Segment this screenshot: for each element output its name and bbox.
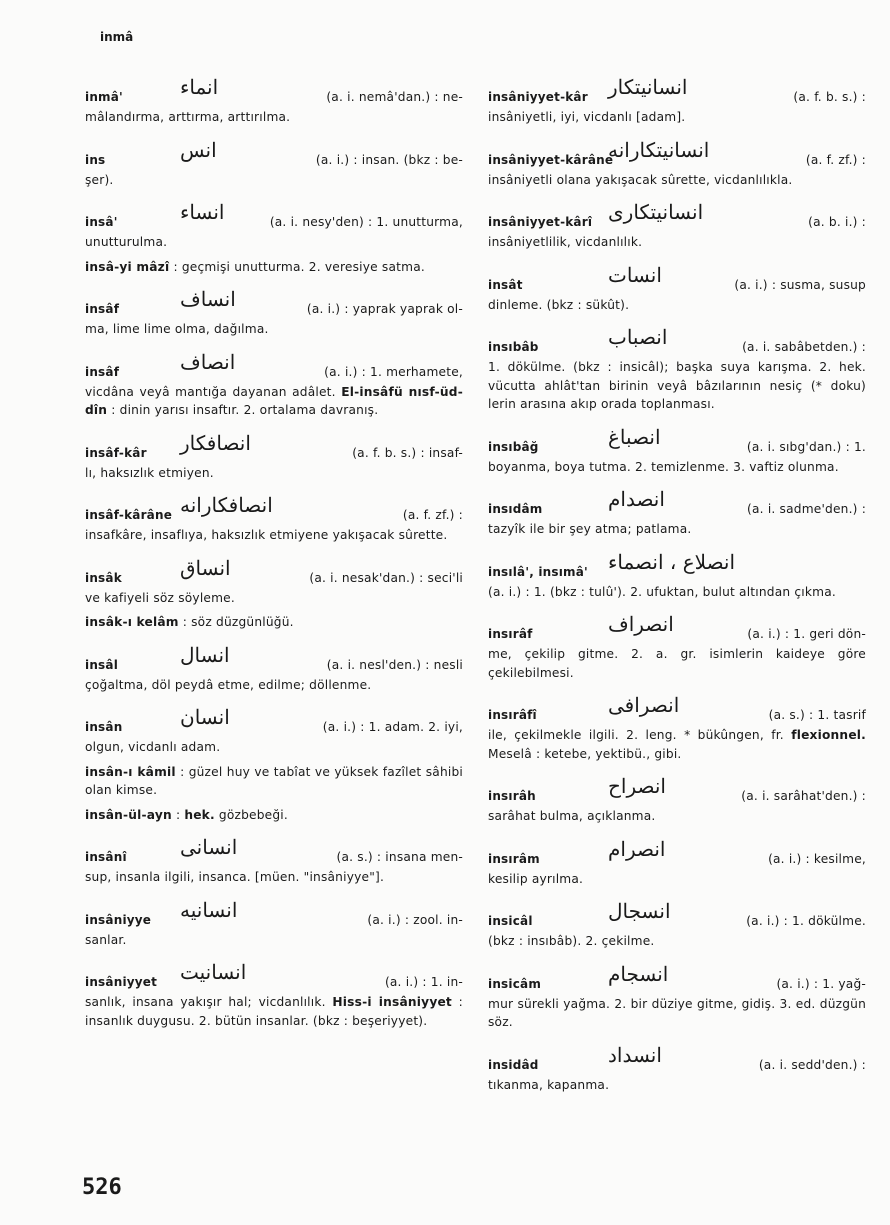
definition-text: boyanma, boya tutma. 2. temizlenme. 3. vaftiz olunma. xyxy=(488,459,839,474)
arabic-script: انسانيه xyxy=(180,897,238,922)
headword: insidâd xyxy=(488,1057,539,1072)
dictionary-entry xyxy=(85,960,463,1030)
entry-header xyxy=(488,612,866,645)
definition-text: vicdâna veyâ mantığa dayanan adâlet. El-insâfü nısf-üd-dîn : dinin yarısı insaftır. 2. ortalama davranış. xyxy=(85,384,463,417)
headword: insâf xyxy=(85,364,120,379)
grammar-note: (a. i. nemâ'dan.) : ne- xyxy=(326,90,463,104)
grammar-note: (a. i.) : 1. merhamete, xyxy=(324,364,463,379)
definition-text: olgun, vicdanlı adam. xyxy=(85,740,221,754)
dictionary-entry xyxy=(488,75,866,127)
grammar-note: (a. i.) : 1. in- xyxy=(384,975,463,989)
dictionary-entry xyxy=(85,897,463,950)
headword: insât xyxy=(488,277,523,292)
definition-text: dinleme. (bkz : sükût). xyxy=(488,297,630,312)
entry-header xyxy=(488,424,866,458)
arabic-script: انساق xyxy=(180,555,231,580)
definition-text: sanlar. xyxy=(85,932,127,947)
definition-text: çoğaltma, döl peydâ etme, edilme; döllenme. xyxy=(85,677,372,692)
sub-headword: insân-ül-ayn xyxy=(85,807,172,822)
dictionary-entry xyxy=(488,693,866,763)
grammar-note: (a. i.) : 1. yağ- xyxy=(776,976,866,991)
bold-phrase: El-insâfü nısf-üd-dîn xyxy=(85,384,463,417)
definition-text: insâniyetli, iyi, vicdanlı [adam]. xyxy=(488,110,686,124)
sub-entry: insân-ül-ayn : hek. gözbebeği. xyxy=(85,807,288,822)
headword: insâf-kâr xyxy=(85,445,147,460)
bold-phrase: flexionnel. xyxy=(791,728,866,742)
entry-header xyxy=(85,642,463,676)
headword: insıdâm xyxy=(488,502,543,516)
arabic-script: انسانيت xyxy=(180,960,247,984)
arabic-script: انسجال xyxy=(608,899,671,923)
definition-text: sup, insanla ilgili, insanca. [müen. "insâniyye"]. xyxy=(85,870,385,884)
headword: insâl xyxy=(85,657,119,672)
definition-text: insâniyetli olana yakışacak sûrette, vicdanlılıkla. xyxy=(488,172,793,187)
headword: insırâh xyxy=(488,789,536,803)
dictionary-entry xyxy=(85,642,463,695)
arabic-script: انسجام xyxy=(608,961,669,986)
arabic-script: انماء xyxy=(180,75,219,99)
dictionary-entry xyxy=(85,806,463,825)
grammar-note: (a. i. sedd'den.) : xyxy=(758,1057,866,1072)
grammar-note: (a. f. zf.) : xyxy=(805,152,866,167)
headword: insıbâğ xyxy=(488,439,539,454)
right-column xyxy=(488,75,866,1094)
arabic-script: انصباب xyxy=(608,325,668,349)
headword: insicâl xyxy=(488,914,533,928)
entry-header xyxy=(85,960,463,993)
dictionary-entry xyxy=(488,961,866,1032)
arabic-script: انصافكار xyxy=(180,430,251,455)
dictionary-entry xyxy=(85,705,463,757)
entry-header xyxy=(488,836,866,870)
headword: insâniyye xyxy=(85,912,152,927)
dictionary-entry xyxy=(85,200,463,252)
dictionary-entry xyxy=(85,349,463,420)
entry-header xyxy=(85,349,463,383)
grammar-note: (a. i. sarâhat'den.) : xyxy=(741,789,866,803)
dictionary-entry xyxy=(85,493,463,545)
arabic-script: انس xyxy=(180,137,217,162)
grammar-note: (a. i. sabâbetden.) : xyxy=(742,340,866,354)
grammar-note: (a. f. zf.) : xyxy=(402,508,463,522)
dictionary-entry xyxy=(488,424,866,477)
entry-header xyxy=(85,835,463,868)
dictionary-entry xyxy=(85,287,463,339)
definition-text: ve kafiyeli söz söyleme. xyxy=(85,590,235,605)
definition-text: lı, haksızlık etmiyen. xyxy=(85,465,214,480)
definition-text: unutturulma. xyxy=(85,235,168,249)
entry-header xyxy=(85,75,463,108)
grammar-note: (a. i. sıbg'dan.) : 1. xyxy=(746,439,866,454)
headword: insırâfî xyxy=(488,708,537,722)
entry-header xyxy=(85,430,463,464)
dictionary-entry xyxy=(488,549,866,602)
grammar-note: (a. i. nesak'dan.) : seci'li xyxy=(309,570,463,585)
sub-entry xyxy=(85,613,463,632)
definition-text: sarâhat bulma, açıklanma. xyxy=(488,809,656,823)
headword: insâk xyxy=(85,570,122,585)
grammar-note: (a. i.) : kesilme, xyxy=(768,851,866,866)
sub-definition: gözbebeği. xyxy=(218,807,288,822)
headword: insırâm xyxy=(488,851,540,866)
entry-header xyxy=(85,555,463,589)
definition-text: (bkz : insıbâb). 2. çekilme. xyxy=(488,934,655,948)
sub-definition: : geçmişi unutturma. 2. veresiye satma. xyxy=(173,259,425,274)
arabic-script: انسانيتكارانه xyxy=(608,137,710,162)
entry-header xyxy=(488,549,866,583)
entry-header xyxy=(85,137,463,171)
definition-text: tıkanma, kapanma. xyxy=(488,1077,610,1092)
dictionary-entry xyxy=(85,258,463,277)
dictionary-entry xyxy=(488,612,866,682)
dictionary-entry xyxy=(85,835,463,887)
definition-text: mur sürekli yağma. 2. bir düziye gitme, gidiş. 3. ed. düzgün söz. xyxy=(488,996,866,1029)
entry-header xyxy=(488,487,866,520)
headword: insılâ', insımâ' xyxy=(488,564,588,579)
headword: insâf xyxy=(85,302,120,316)
field-label: hek. xyxy=(184,807,215,822)
sub-entry xyxy=(85,763,463,800)
headword: insâniyyet xyxy=(85,975,158,989)
entry-header xyxy=(488,774,866,807)
definition-text: sanlık, insana yakışır hal; vicdanlılık. Hiss-i insâniyyet : insanlık duygusu. 2. bütün insanlar. (bkz : beşeriyyet). xyxy=(85,995,463,1028)
bold-phrase: Hiss-i insâniyyet xyxy=(332,995,452,1009)
grammar-note: (a. i.) : zool. in- xyxy=(367,912,463,927)
left-column xyxy=(85,75,463,1030)
grammar-note: (a. i. sadme'den.) : xyxy=(747,502,866,516)
entry-header xyxy=(85,287,463,320)
entry-header xyxy=(85,493,463,526)
grammar-note: (a. i. nesy'den) : 1. unutturma, xyxy=(269,215,463,229)
arabic-script: انساء xyxy=(180,200,225,224)
entry-header xyxy=(488,1042,866,1076)
entry-header xyxy=(488,961,866,995)
definition-text: me, çekilip gitme. 2. a. gr. isimlerin kaideye göre çekilebilmesi. xyxy=(488,647,866,680)
definition-text: insafkâre, insaflıya, haksızlık etmiyene yakışacak sûrette. xyxy=(85,528,448,542)
dictionary-entry xyxy=(488,200,866,252)
entry-header xyxy=(488,262,866,296)
headword: insân xyxy=(85,720,123,734)
dictionary-entry xyxy=(85,137,463,190)
definition-text: mâlandırma, arttırma, arttırılma. xyxy=(85,110,291,124)
grammar-note: (a. b. i.) : xyxy=(808,215,866,229)
dictionary-entry xyxy=(488,1042,866,1095)
definition-text: kesilip ayrılma. xyxy=(488,871,584,886)
arabic-script: انصرافى xyxy=(608,693,680,717)
entry-header xyxy=(85,200,463,233)
grammar-note: (a. i.) : insan. (bkz : be- xyxy=(315,152,463,167)
arabic-script: انسانيتكار xyxy=(608,75,688,99)
entry-header xyxy=(488,137,866,171)
headword: inmâ' xyxy=(85,90,123,104)
dictionary-entry xyxy=(488,836,866,889)
headword: insâniyyet-kârî xyxy=(488,215,593,229)
grammar-note: (a. s.) : insana men- xyxy=(336,850,463,864)
headword: insâf-kârâne xyxy=(85,508,173,522)
grammar-note: (a. i. nesl'den.) : nesli xyxy=(326,657,463,672)
grammar-note: (a. i.) : 1. geri dön- xyxy=(747,627,866,641)
entry-header xyxy=(488,325,866,358)
arabic-script: انصباغ xyxy=(608,424,661,449)
dictionary-entry xyxy=(488,487,866,539)
headword: insâ' xyxy=(85,215,118,229)
entry-header xyxy=(85,897,463,931)
sub-definition: : söz düzgünlüğü. xyxy=(182,615,294,629)
dictionary-entry xyxy=(85,75,463,127)
definition-text: insâniyetlilik, vicdanlılık. xyxy=(488,235,643,249)
arabic-script: انصراح xyxy=(608,774,666,798)
arabic-script: انصدام xyxy=(608,487,665,511)
dictionary-entry xyxy=(488,325,866,414)
entry-header xyxy=(488,899,866,932)
definition-text: (a. i.) : 1. (bkz : tulû'). 2. ufuktan, bulut altından çıkma. xyxy=(488,584,836,599)
headword: insâniyyet-kâr xyxy=(488,90,588,104)
entry-header xyxy=(488,693,866,726)
page-number: 526 xyxy=(82,1175,122,1200)
dictionary-entry xyxy=(85,430,463,483)
headword: insâniyyet-kârâne xyxy=(488,152,614,167)
grammar-note: (a. s.) : 1. tasrif xyxy=(768,708,866,722)
sub-headword: insâk-ı kelâm xyxy=(85,615,179,629)
dictionary-entry xyxy=(488,774,866,826)
arabic-script: انصاف xyxy=(180,349,236,374)
running-head: inmâ xyxy=(100,30,134,44)
entry-header xyxy=(85,705,463,738)
definition-text: ile, çekilmekle ilgili. 2. leng. * bükûngen, fr. flexionnel. Meselâ : ketebe, yektibü., gibi. xyxy=(488,728,866,761)
arabic-script: انسال xyxy=(180,642,230,667)
grammar-note: (a. f. b. s.) : insaf- xyxy=(352,445,463,460)
sub-entry xyxy=(85,258,463,277)
arabic-script: انصرام xyxy=(608,836,666,861)
entry-header xyxy=(488,75,866,108)
headword: insânî xyxy=(85,850,127,864)
entry-header xyxy=(488,200,866,233)
definition-text: 1. dökülme. (bkz : insicâl); başka suya karışma. 2. hek. vücutta ahlât'tan birinin veyâ bâzılarının nesiç (* doku) lerin arasına akıp orada toplanması. xyxy=(488,360,866,411)
dictionary-entry xyxy=(85,555,463,608)
arabic-script: انسداد xyxy=(608,1042,662,1067)
arabic-script: انساف xyxy=(180,287,236,311)
definition-text: tazyîk ile bir şey atma; patlama. xyxy=(488,522,692,536)
sub-headword: insâ-yi mâzî xyxy=(85,259,170,274)
grammar-note: (a. i.) : 1. dökülme. xyxy=(746,914,866,928)
sub-definition: : güzel huy ve tabîat ve yüksek fazîlet sâhibi olan kimse. xyxy=(85,764,463,797)
headword: insicâm xyxy=(488,976,542,991)
grammar-note: (a. i.) : 1. adam. 2. iyi, xyxy=(322,720,463,734)
arabic-script: انسات xyxy=(608,262,662,287)
grammar-note: (a. i.) : susma, susup xyxy=(734,277,866,292)
arabic-script: انسانى xyxy=(180,835,238,859)
definition-text: ma, lime lime olma, dağılma. xyxy=(85,322,269,336)
dictionary-entry xyxy=(488,899,866,951)
arabic-script: انصلاع ، انصماء xyxy=(608,549,736,574)
arabic-script: انصافكارانه xyxy=(180,493,273,517)
headword: insırâf xyxy=(488,627,533,641)
dictionary-entry xyxy=(488,262,866,315)
arabic-script: انصراف xyxy=(608,612,674,636)
arabic-script: انسان xyxy=(180,705,230,729)
headword: ins xyxy=(85,152,106,167)
headword: insıbâb xyxy=(488,340,539,354)
grammar-note: (a. i.) : yaprak yaprak ol- xyxy=(306,302,463,316)
arabic-script: انسانيتكارى xyxy=(608,200,704,224)
grammar-note: (a. f. b. s.) : xyxy=(793,90,866,104)
dictionary-entry xyxy=(488,137,866,190)
dictionary-entry xyxy=(85,763,463,800)
sub-headword: insân-ı kâmil xyxy=(85,764,176,779)
dictionary-entry xyxy=(85,613,463,632)
definition-text: şer). xyxy=(85,172,114,187)
